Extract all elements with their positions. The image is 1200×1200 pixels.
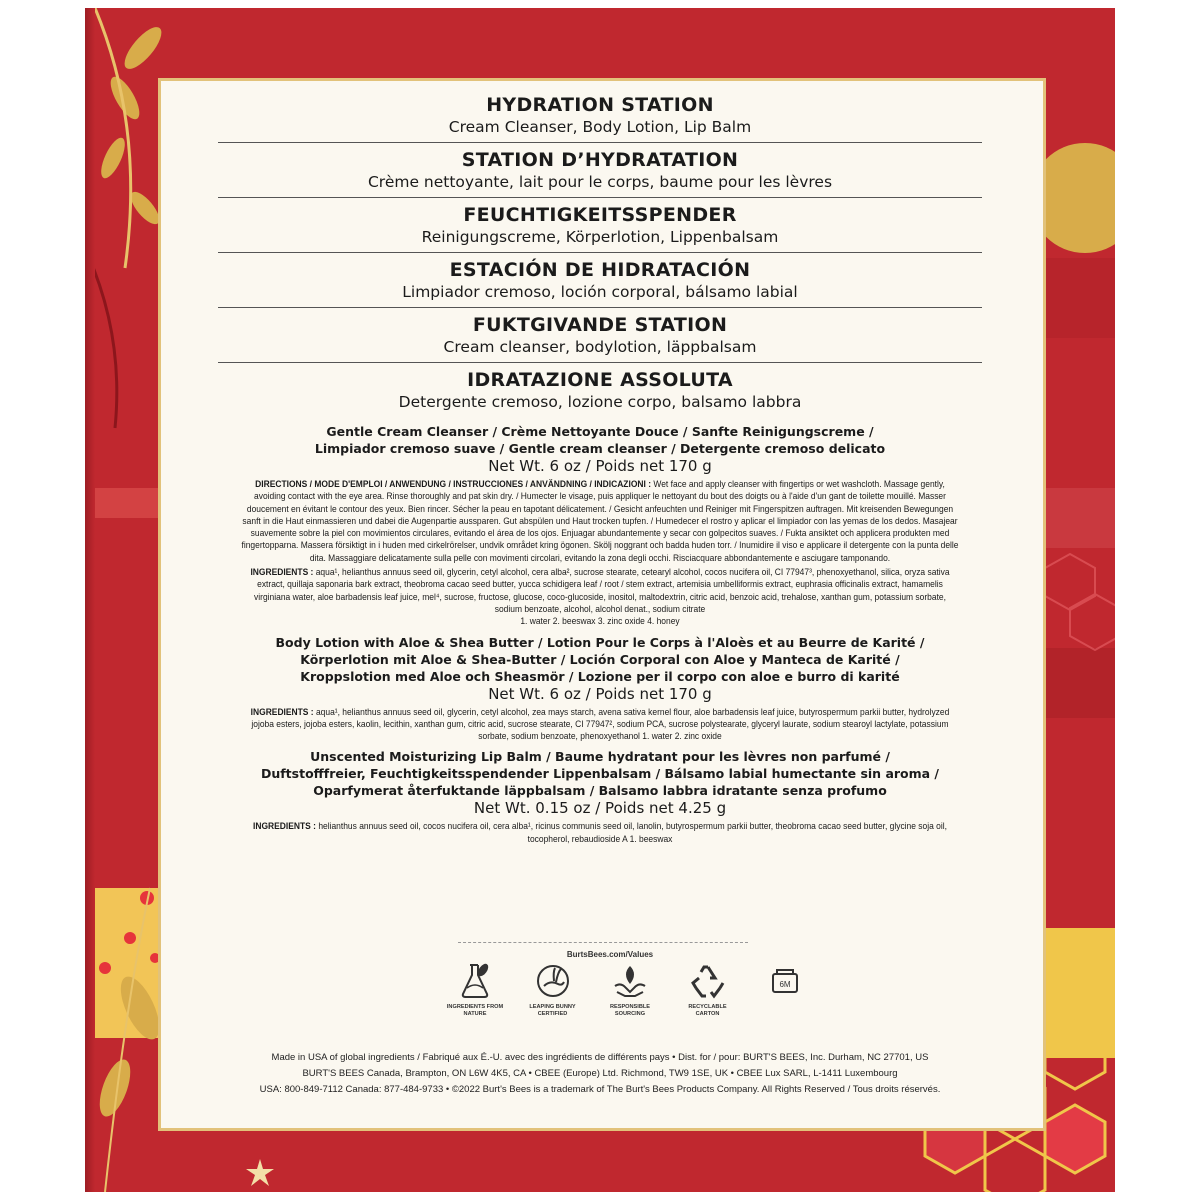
- product-name-en: HYDRATION STATION: [486, 94, 714, 116]
- product-name-sv: FUKTGIVANDE STATION: [472, 314, 728, 336]
- cleanser-net-weight: Net Wt. 6 oz / Poids net 170 g: [488, 457, 712, 475]
- section-title: [218, 88, 982, 143]
- lip-balm-footnotes: 1. beeswax: [629, 833, 673, 844]
- value-item: [600, 962, 660, 1032]
- legal-footer: [200, 1050, 1000, 1098]
- bunny-icon: [534, 962, 572, 1000]
- value-item: [678, 962, 738, 1032]
- cleanser-footnotes: 1. water 2. beeswax 3. zinc oxide 4. honey: [520, 616, 680, 627]
- values-url: BurtsBees.com/Values: [566, 950, 654, 959]
- product-contents-sv: Cream cleanser, bodylotion, läppbalsam: [443, 338, 757, 356]
- product-contents-it: Detergente cremoso, lozione corpo, balsamo labbra: [398, 393, 802, 411]
- svg-text:6M: 6M: [779, 980, 791, 989]
- divider: [458, 942, 748, 943]
- value-caption: LEAPING BUNNY CERTIFIED: [529, 1004, 576, 1017]
- values-icons: [445, 962, 815, 1032]
- value-item: [523, 962, 583, 1032]
- product-contents-es: Limpiador cremoso, loción corporal, bálsamo labial: [402, 283, 798, 301]
- lip-balm-net-weight: Net Wt. 0.15 oz / Poids net 4.25 g: [473, 799, 727, 818]
- flask-leaf-icon: [457, 962, 493, 1000]
- lotion-net-weight: Net Wt. 6 oz / Poids net 170 g: [488, 684, 712, 703]
- footer-line: BURT'S BEES Canada, Brampton, ON L6W 4K5, CA • CBEE (Europe) Ltd. Richmond, TW9 1SE, UK • CBEE Lux SARL, L-1411 Luxembourg: [302, 1068, 898, 1079]
- product-name-it: IDRATAZIONE ASSOLUTA: [467, 369, 733, 391]
- lotion-ingredients: INGREDIENTS : aqua¹, helianthus annuus seed oil, glycerin, cetyl alcohol, zea mays starch, avena sativa kernel flour, aloe barbadensis leaf juice, butyrospermum parkii butter, hydrolyzed jojoba esters, jojoba esters, kaolin, lecithin, xanthan gum, citric acid, sucrose stearate, CI 77947², sodium PCA, sucrose polystearate, glyceryl laurate, sodium stearoyl lactylate, potassium sorbate, sodium benzoate, phenoxyethanol 1. water 2. zinc oxide: [250, 706, 950, 742]
- product-name-de: FEUCHTIGKEITSSPENDER: [463, 204, 737, 226]
- section-title: [218, 363, 982, 417]
- value-item: [445, 962, 505, 1032]
- lotion-name: Body Lotion with Aloe & Shea Butter / Lotion Pour le Corps à l'Aloès et au Beurre de Karité / Körperlotion mit Aloe & Shea-Butter / Loción Corporal con Aloe y Manteca de Karité / Kroppslotion med Aloe och Sheasmör / Lozione per il corpo con aloe e burro di karité: [275, 634, 925, 684]
- product-contents-en: Cream Cleanser, Body Lotion, Lip Balm: [448, 118, 752, 136]
- section-title: [218, 308, 982, 363]
- product-info: [200, 88, 1000, 847]
- section-title: [218, 253, 982, 308]
- hands-leaf-icon: [611, 962, 649, 1000]
- cleanser-directions: DIRECTIONS / MODE D'EMPLOI / ANWENDUNG / INSTRUCCIONES / ANVÄNDNING / INDICAZIONI : Wet face and apply cleanser with fingertips or wet washcloth. Massage gently, avoiding contact with the eye area. Rinse thoroughly and pat skin dry. / Humecter le visage, puis appliquer le nettoyant du bout des doigts ou à l'aide d'un gant de toilette mouillé. Masser doucement en évitant le contour des yeux. Bien rincer. Sécher la peau en tapotant délicatement. / Gesicht anfeuchten und Reiniger mit Fingerspitzen auftragen. Mit kreisenden Bewegungen sanft in die Haut einmassieren und dabei die Augenpartie aussparen. Gut abspülen und Haut trocken tupfen. / Humedecer el rostro y aplicar el limpiador con las yemas de los dedos. Masajear suavemente sobre la piel con movimientos circulares, evitando el área de los ojos. Enjuagar abundantemente y secar con golpecitos suaves. / Fukta ansiktet och applicera produkten med fingertopparna. Massera försiktigt in i huden med cirkelrörelser, undvik området kring ögonen. Skölj noggrant och badda huden torr. / Inumidire il viso e applicare il detergente con la punta delle dita. Massaggiare delicatamente sulla pelle con movimenti circolari, evitando la zona degli occhi. Risciacquare abbondantemente e asciugare tamponando.: [241, 479, 959, 563]
- section-title: [218, 198, 982, 253]
- value-caption: RECYCLABLE CARTON: [688, 1004, 727, 1017]
- footer-line: Made in USA of global ingredients / Fabriqué aux É.-U. avec des ingrédients de différents pays • Dist. for / pour: BURT'S BEES, Inc. Durham, NC 27701, US: [271, 1052, 929, 1063]
- value-caption: INGREDIENTS FROM NATURE: [446, 1004, 504, 1017]
- section-title: [218, 143, 982, 198]
- recycle-icon: [689, 962, 727, 1000]
- lotion-footnotes: 1. water 2. zinc oxide: [642, 731, 722, 742]
- value-caption: RESPONSIBLE SOURCING: [609, 1004, 651, 1017]
- cleanser-ingredients: INGREDIENTS : aqua¹, helianthus annuus seed oil, glycerin, cetyl alcohol, cera alba², sucrose stearate, cetearyl alcohol, cocos nucifera oil, CI 77947³, phenoxyethanol, silica, oryza sativa extract, quillaja saponaria bark extract, theobroma cacao seed butter, yucca schidigera leaf / root / stem extract, artemisia umbelliformis extract, euphrasia officinalis extract, hamamelis virginiana water, aloe barbadensis leaf juice, mel⁴, sucrose, fructose, glucose, coco-glucoside, inositol, maltodextrin, citric acid, benzoic acid, trehalose, xanthan gum, potassium sorbate, sodium benzoate, alcohol, alcohol denat., sodium citrate 1. water 2. beeswax 3. zinc oxide 4. honey: [250, 567, 950, 627]
- footer-line: USA: 800-849-7112 Canada: 877-484-9733 • ©2022 Burt's Bees is a trademark of The Burt's Bees Products Company. All Rights Reserved / Tous droits réservés.: [259, 1084, 941, 1095]
- box-edge: [85, 8, 95, 1192]
- product-contents-fr: Crème nettoyante, lait pour le corps, baume pour les lèvres: [367, 173, 833, 191]
- cleanser-name: Gentle Cream Cleanser / Crème Nettoyante Douce / Sanfte Reinigungscreme / Limpiador cremoso suave / Gentle cream cleanser / Detergente cremoso delicato: [314, 424, 886, 456]
- product-name-es: ESTACIÓN DE HIDRATACIÓN: [449, 259, 751, 281]
- value-item: [755, 962, 815, 1032]
- jar-icon: [767, 962, 803, 998]
- lip-balm-ingredients: INGREDIENTS : helianthus annuus seed oil, cocos nucifera oil, cera alba¹, ricinus communis seed oil, lanolin, butyrospermum parkii butter, theobroma cacao seed butter, glycine soja oil, tocopherol, rebaudioside A 1. beeswax: [253, 821, 947, 844]
- product-contents-de: Reinigungscreme, Körperlotion, Lippenbalsam: [421, 228, 779, 246]
- lip-balm-name: Unscented Moisturizing Lip Balm / Baume hydratant pour les lèvres non parfumé / Duftstofffreier, Feuchtigkeitsspendender Lippenbalsam / Bálsamo labial humectante sin aroma / Oparfymerat återfuktande läppbalsam / Balsamo labbra idratante senza profumo: [260, 749, 940, 799]
- product-name-fr: STATION D’HYDRATATION: [461, 149, 739, 171]
